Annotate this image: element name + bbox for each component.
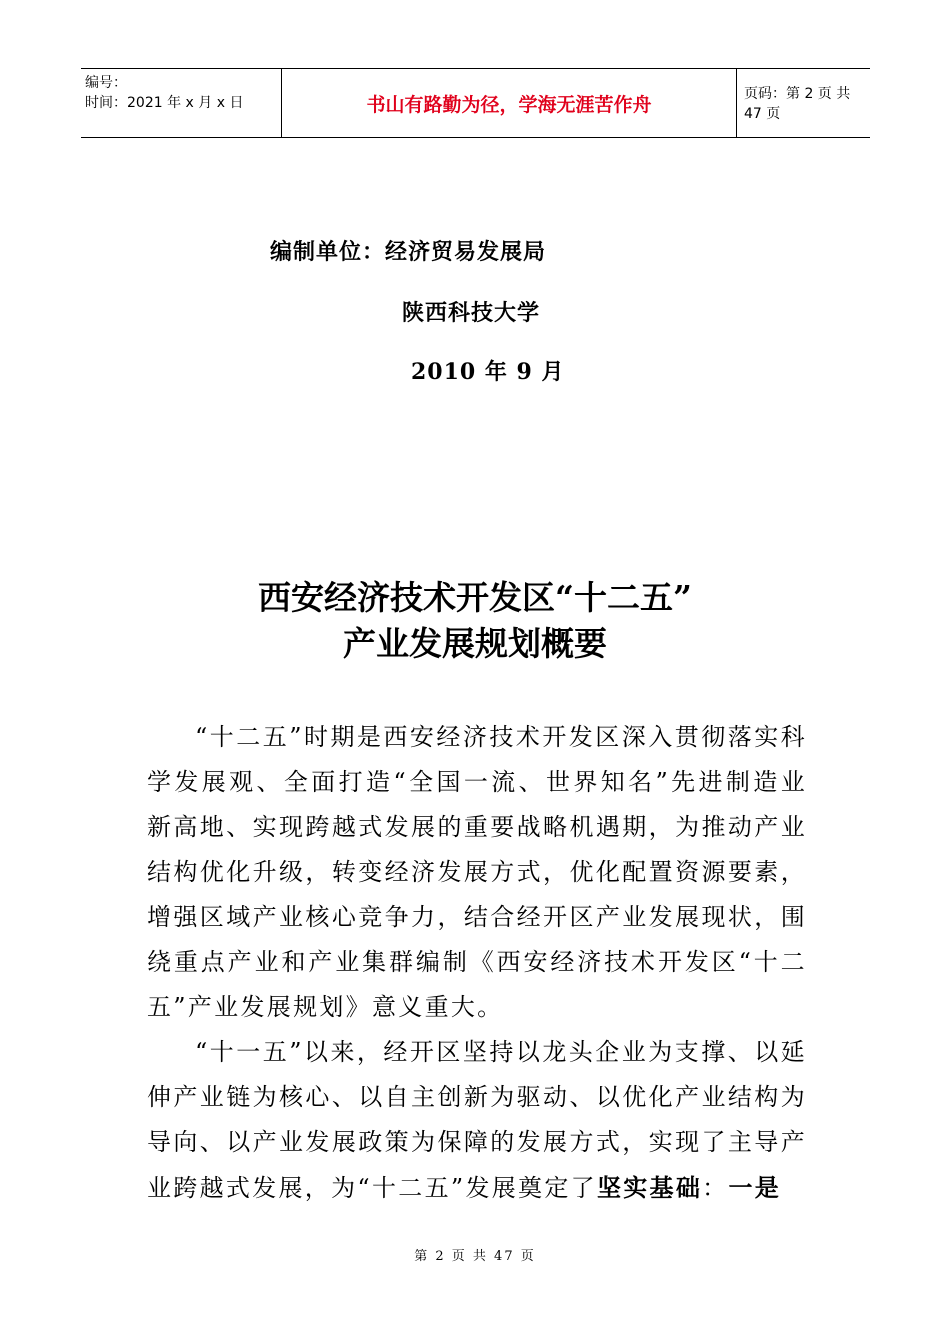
- document-title-line1: 西安经济技术开发区“十二五”: [258, 578, 692, 617]
- compiling-unit: 编制单位：经济贸易发展局: [270, 239, 547, 265]
- bold-phrase-2: 一是: [728, 1173, 782, 1202]
- header-info-cell: [81, 69, 281, 137]
- page-info: 页码：第 2 页 共 47 页: [744, 86, 851, 122]
- paragraph-2: [147, 1030, 807, 1211]
- university-name: 陕西科技大学: [402, 300, 541, 326]
- page-footer: 第 2 页 共 47 页: [414, 1249, 536, 1264]
- publish-date: 2010 年 9 月: [411, 359, 565, 385]
- header-page-cell: [736, 69, 870, 137]
- header-motto-cell: [281, 69, 737, 137]
- bold-phrase: 坚实基础: [596, 1173, 703, 1202]
- document-title-line2: 产业发展规划概要: [343, 624, 607, 663]
- doc-number-label: 编号：: [85, 75, 127, 91]
- paragraph-2-text: “十一五”以来，经开区坚持以龙头企业为支撑、以延伸产业链为核心、以自主创新为驱动、以优化产业结构为导向、以产业发展政策为保障的发展方式，实现了主导产业跨越式发展，为“十二五”发展奠定了: [147, 1038, 807, 1202]
- document-body: [147, 715, 807, 1211]
- time-label: 时间：2021 年 x 月 x 日: [85, 95, 244, 111]
- paragraph-1: “十二五”时期是西安经济技术开发区深入贯彻落实科学发展观、全面打造“全国一流、世界知名”先进制造业新高地、实现跨越式发展的重要战略机遇期，为推动产业结构优化升级，转变经济发展方式，优化配置资源要素，增强区域产业核心竞争力，结合经开区产业发展现状，围绕重点产业和产业集群编制《西安经济技术开发区“十二五”产业发展规划》意义重大。: [147, 723, 807, 1021]
- page-header: [81, 68, 870, 138]
- motto-text: 书山有路勤为径，学海无涯苦作舟: [366, 93, 652, 116]
- colon: ：: [702, 1174, 729, 1202]
